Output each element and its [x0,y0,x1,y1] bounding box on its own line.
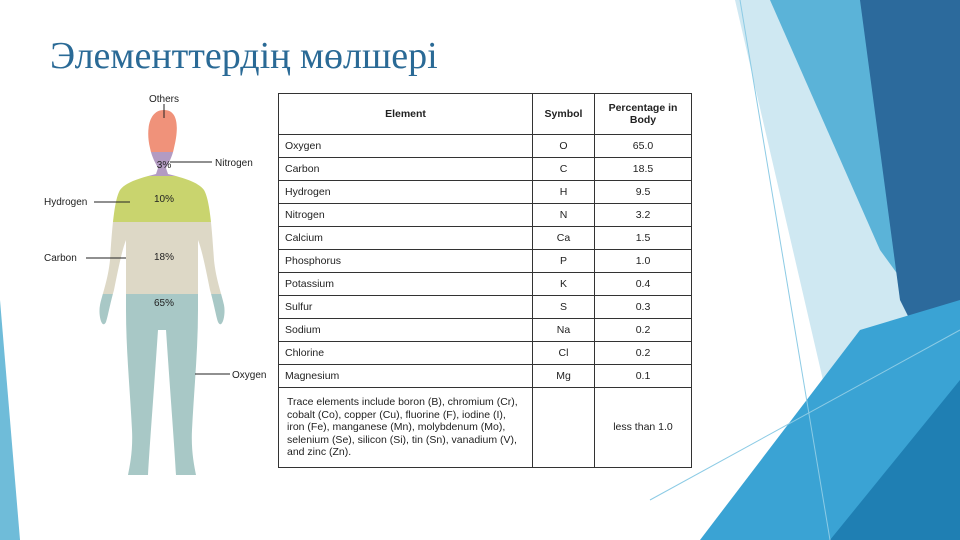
element-symbol: P [533,250,595,273]
element-name: Sodium [279,319,533,342]
header-percentage: Percentage in Body [595,94,692,135]
element-symbol: S [533,296,595,319]
element-percent: 0.1 [595,365,692,388]
table-row [279,365,692,388]
element-table [278,93,692,468]
table-row [279,250,692,273]
slide-title: Элементтердің мөлшері [50,35,438,77]
element-symbol: Cl [533,342,595,365]
element-percent: 0.3 [595,296,692,319]
element-name: Calcium [279,227,533,250]
label-hydrogen: Hydrogen [44,197,88,208]
element-name: Potassium [279,273,533,296]
element-percent: 9.5 [595,181,692,204]
element-name: Hydrogen [279,181,533,204]
header-element: Element [279,94,533,135]
table-header-row [279,94,692,135]
element-symbol: C [533,158,595,181]
element-symbol: Ca [533,227,595,250]
region-oxygen [40,294,280,490]
body-composition-figure [40,90,280,490]
element-name: Nitrogen [279,204,533,227]
element-percent: 18.5 [595,158,692,181]
percent-nitrogen: 3% [156,160,172,171]
element-symbol: O [533,135,595,158]
element-percent: 1.0 [595,250,692,273]
element-percent: 1.5 [595,227,692,250]
header-symbol: Symbol [533,94,595,135]
element-name: Chlorine [279,342,533,365]
label-carbon: Carbon [44,253,77,264]
element-percent: 0.2 [595,319,692,342]
label-oxygen: Oxygen [232,370,267,381]
trace-symbol-empty [533,388,595,468]
element-symbol: Mg [533,365,595,388]
percent-carbon: 18% [153,252,175,263]
table-row [279,227,692,250]
element-symbol: K [533,273,595,296]
element-symbol: N [533,204,595,227]
element-name: Carbon [279,158,533,181]
element-name: Phosphorus [279,250,533,273]
element-name: Magnesium [279,365,533,388]
label-nitrogen: Nitrogen [215,158,253,169]
trace-elements-text: Trace elements include boron (B), chromium (Cr), cobalt (Co), copper (Cu), fluorine (F), iodine (I), iron (Fe), manganese (Mn), molybdenum (Mo), selenium (Se), silicon (Si), tin (Sn), vanadium (V), and zinc (Zn). [279,388,533,468]
element-percent: 3.2 [595,204,692,227]
table-row-trace [279,388,692,468]
deco-left-sliver [0,300,20,540]
table-row [279,181,692,204]
table-row [279,158,692,181]
label-others: Others [148,94,180,105]
element-percent: 0.2 [595,342,692,365]
element-percent: 65.0 [595,135,692,158]
element-name: Sulfur [279,296,533,319]
table-row [279,342,692,365]
trace-percent: less than 1.0 [595,388,692,468]
table-row [279,273,692,296]
table-row [279,319,692,342]
table-row [279,296,692,319]
percent-hydrogen: 10% [153,194,175,205]
element-percent: 0.4 [595,273,692,296]
table-row [279,135,692,158]
table-row [279,204,692,227]
percent-oxygen: 65% [153,298,175,309]
element-name: Oxygen [279,135,533,158]
element-symbol: Na [533,319,595,342]
element-symbol: H [533,181,595,204]
